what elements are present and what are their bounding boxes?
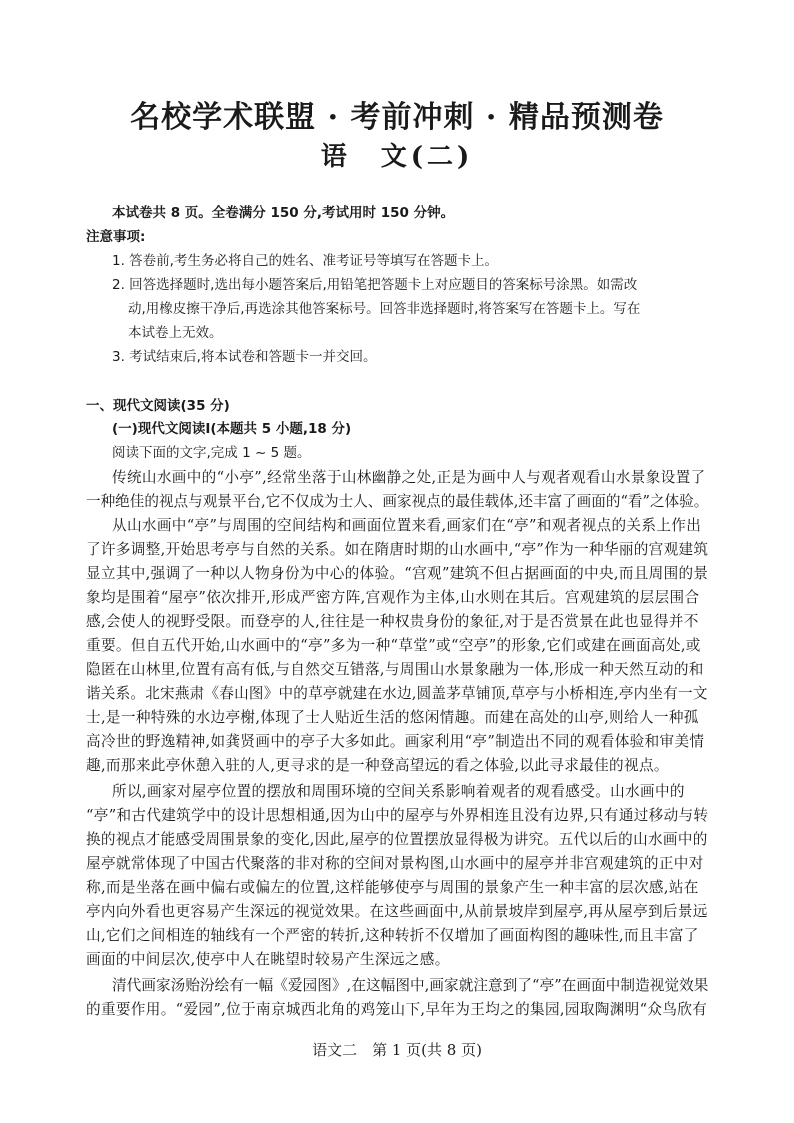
passage-line: 重要。但自五代开始,山水画中的“亭”多为一种“草堂”或“空亭”的形象,它们或建在画面高处,或 — [86, 637, 701, 654]
notice-heading: 注意事项: — [86, 229, 146, 245]
passage-line: 亭内向外看也更容易产生深远的视觉效果。在这些画面中,从前景坡岸到屋亭,再从屋亭到后景远 — [86, 903, 708, 920]
intro-text: 本试卷共 8 页。全卷满分 150 分,考试用时 150 分钟。 — [112, 205, 455, 221]
passage-line: 趣,而那来此亭休憩入驻的人,更寻求的是一种登高望远的看之体验,以此寻求最佳的视点。 — [86, 757, 669, 774]
passage-line: 一种绝佳的视点与观景平台,它不仅成为士人、画家视点的最佳载体,还丰富了画面的“看”之体验。 — [86, 493, 709, 510]
section-heading: 一、现代文阅读(35 分) — [86, 398, 230, 414]
passage-line: “亭”和古代建筑学中的设计思想相通,因为山中的屋亭与外界相连且没有边界,只有通过移动与转 — [86, 807, 709, 824]
passage-line: 象均是围着“屋亭”依次排开,形成严密方阵,宫观作为主体,山水则在其后。宫观建筑的层层围合 — [86, 589, 700, 606]
passage-line: 了许多调整,开始思考亭与自然的关系。如在隋唐时期的山水画中,“亭”作为一种华丽的宫观建筑 — [86, 541, 709, 558]
page-footer: 语文二 第 1 页(共 8 页) — [312, 1041, 482, 1059]
passage-line: 换的视点才能感受周围景象的变化,因此,屋亭的位置摆放显得极为讲究。五代以后的山水画中的 — [86, 831, 708, 848]
passage-line: 从山水画中“亭”与周围的空间结构和画面位置来看,画家们在“亭”和观者视点的关系上作出 — [112, 517, 702, 534]
section-subheading: (一)现代文阅读Ⅰ(本题共 5 小题,18 分) — [112, 421, 352, 437]
passage-line: 屋亭就常体现了中国古代聚落的非对称的空间对景构图,山水画中的屋亭并非宫观建筑的正中对 — [86, 855, 704, 872]
passage-line: 山,它们之间相连的轴线有一个严密的转折,这种转折不仅增加了画面构图的趣味性,而且丰富了 — [86, 927, 699, 944]
exam-title: 名校学术联盟 · 考前冲刺 · 精品预测卷 — [130, 100, 664, 135]
passage-line: 所以,画家对屋亭位置的摆放和周围环境的空间关系影响着观者的观看感受。山水画中的 — [112, 783, 685, 800]
notice-item: 动,用橡皮擦干净后,再选涂其他答案标号。回答非选择题时,将答案写在答题卡上。写在 — [128, 301, 641, 317]
section-instruction: 阅读下面的文字,完成 1 ~ 5 题。 — [112, 445, 311, 461]
passage-line: 士,是一种特殊的水边亭榭,体现了士人贴近生活的悠闲情趣。而建在高处的山亭,则给人一种孤 — [86, 709, 699, 726]
exam-subtitle: 语 文(二) — [320, 142, 474, 172]
passage-line: 称,而是坐落在画中偏右或偏左的位置,这样能够使亭与周围的景象产生一种丰富的层次感,站在 — [86, 879, 699, 896]
notice-item: 2. 回答选择题时,选出每小题答案后,用铅笔把答题卡上对应题目的答案标号涂黑。如需改 — [112, 277, 638, 293]
passage-line: 清代画家汤贻汾绘有一幅《爱园图》,在这幅图中,画家就注意到了“亭”在画面中制造视觉效果 — [112, 977, 709, 994]
notice-item: 3. 考试结束后,将本试卷和答题卡一并交回。 — [112, 349, 377, 365]
passage-line: 画面的中间层次,使亭中人在眺望时较易产生深远之感。 — [86, 951, 450, 968]
passage-line: 隐匿在山林里,位置有高有低,与自然交互错落,与周围山水景象融为一体,形成一种天然互动的和 — [86, 661, 704, 678]
notice-item: 1. 答卷前,考生务必将自己的姓名、准考证号等填写在答题卡上。 — [112, 253, 498, 269]
passage-line: 传统山水画中的“小亭”,经常坐落于山林幽静之处,正是为画中人与观者观看山水景象设置了 — [112, 469, 706, 486]
passage-line: 感,会使人的视野受限。而登亭的人,往往是一种权贵身份的象征,对于是否赏景在此也显得并不 — [86, 613, 699, 630]
passage-line: 谐关系。北宋燕肃《春山图》中的草亭就建在水边,圆盖茅草铺顶,草亭与小桥相连,亭内坐有一文 — [86, 685, 708, 702]
passage-line: 显立其中,强调了一种以人物身份为中心的体验。“宫观”建筑不但占据画面的中央,而且周围的景 — [86, 565, 709, 582]
passage-line: 高冷世的野逸精神,如龚贤画中的亭子大多如此。画家利用“亭”制造出不同的观看体验和审美情 — [86, 733, 705, 750]
notice-item: 本试卷上无效。 — [128, 325, 223, 341]
passage-line: 的重要作用。“爱园”,位于南京城西北角的鸡笼山下,早年为王均之的集园,园取陶渊明“众鸟欣有 — [86, 1001, 708, 1018]
